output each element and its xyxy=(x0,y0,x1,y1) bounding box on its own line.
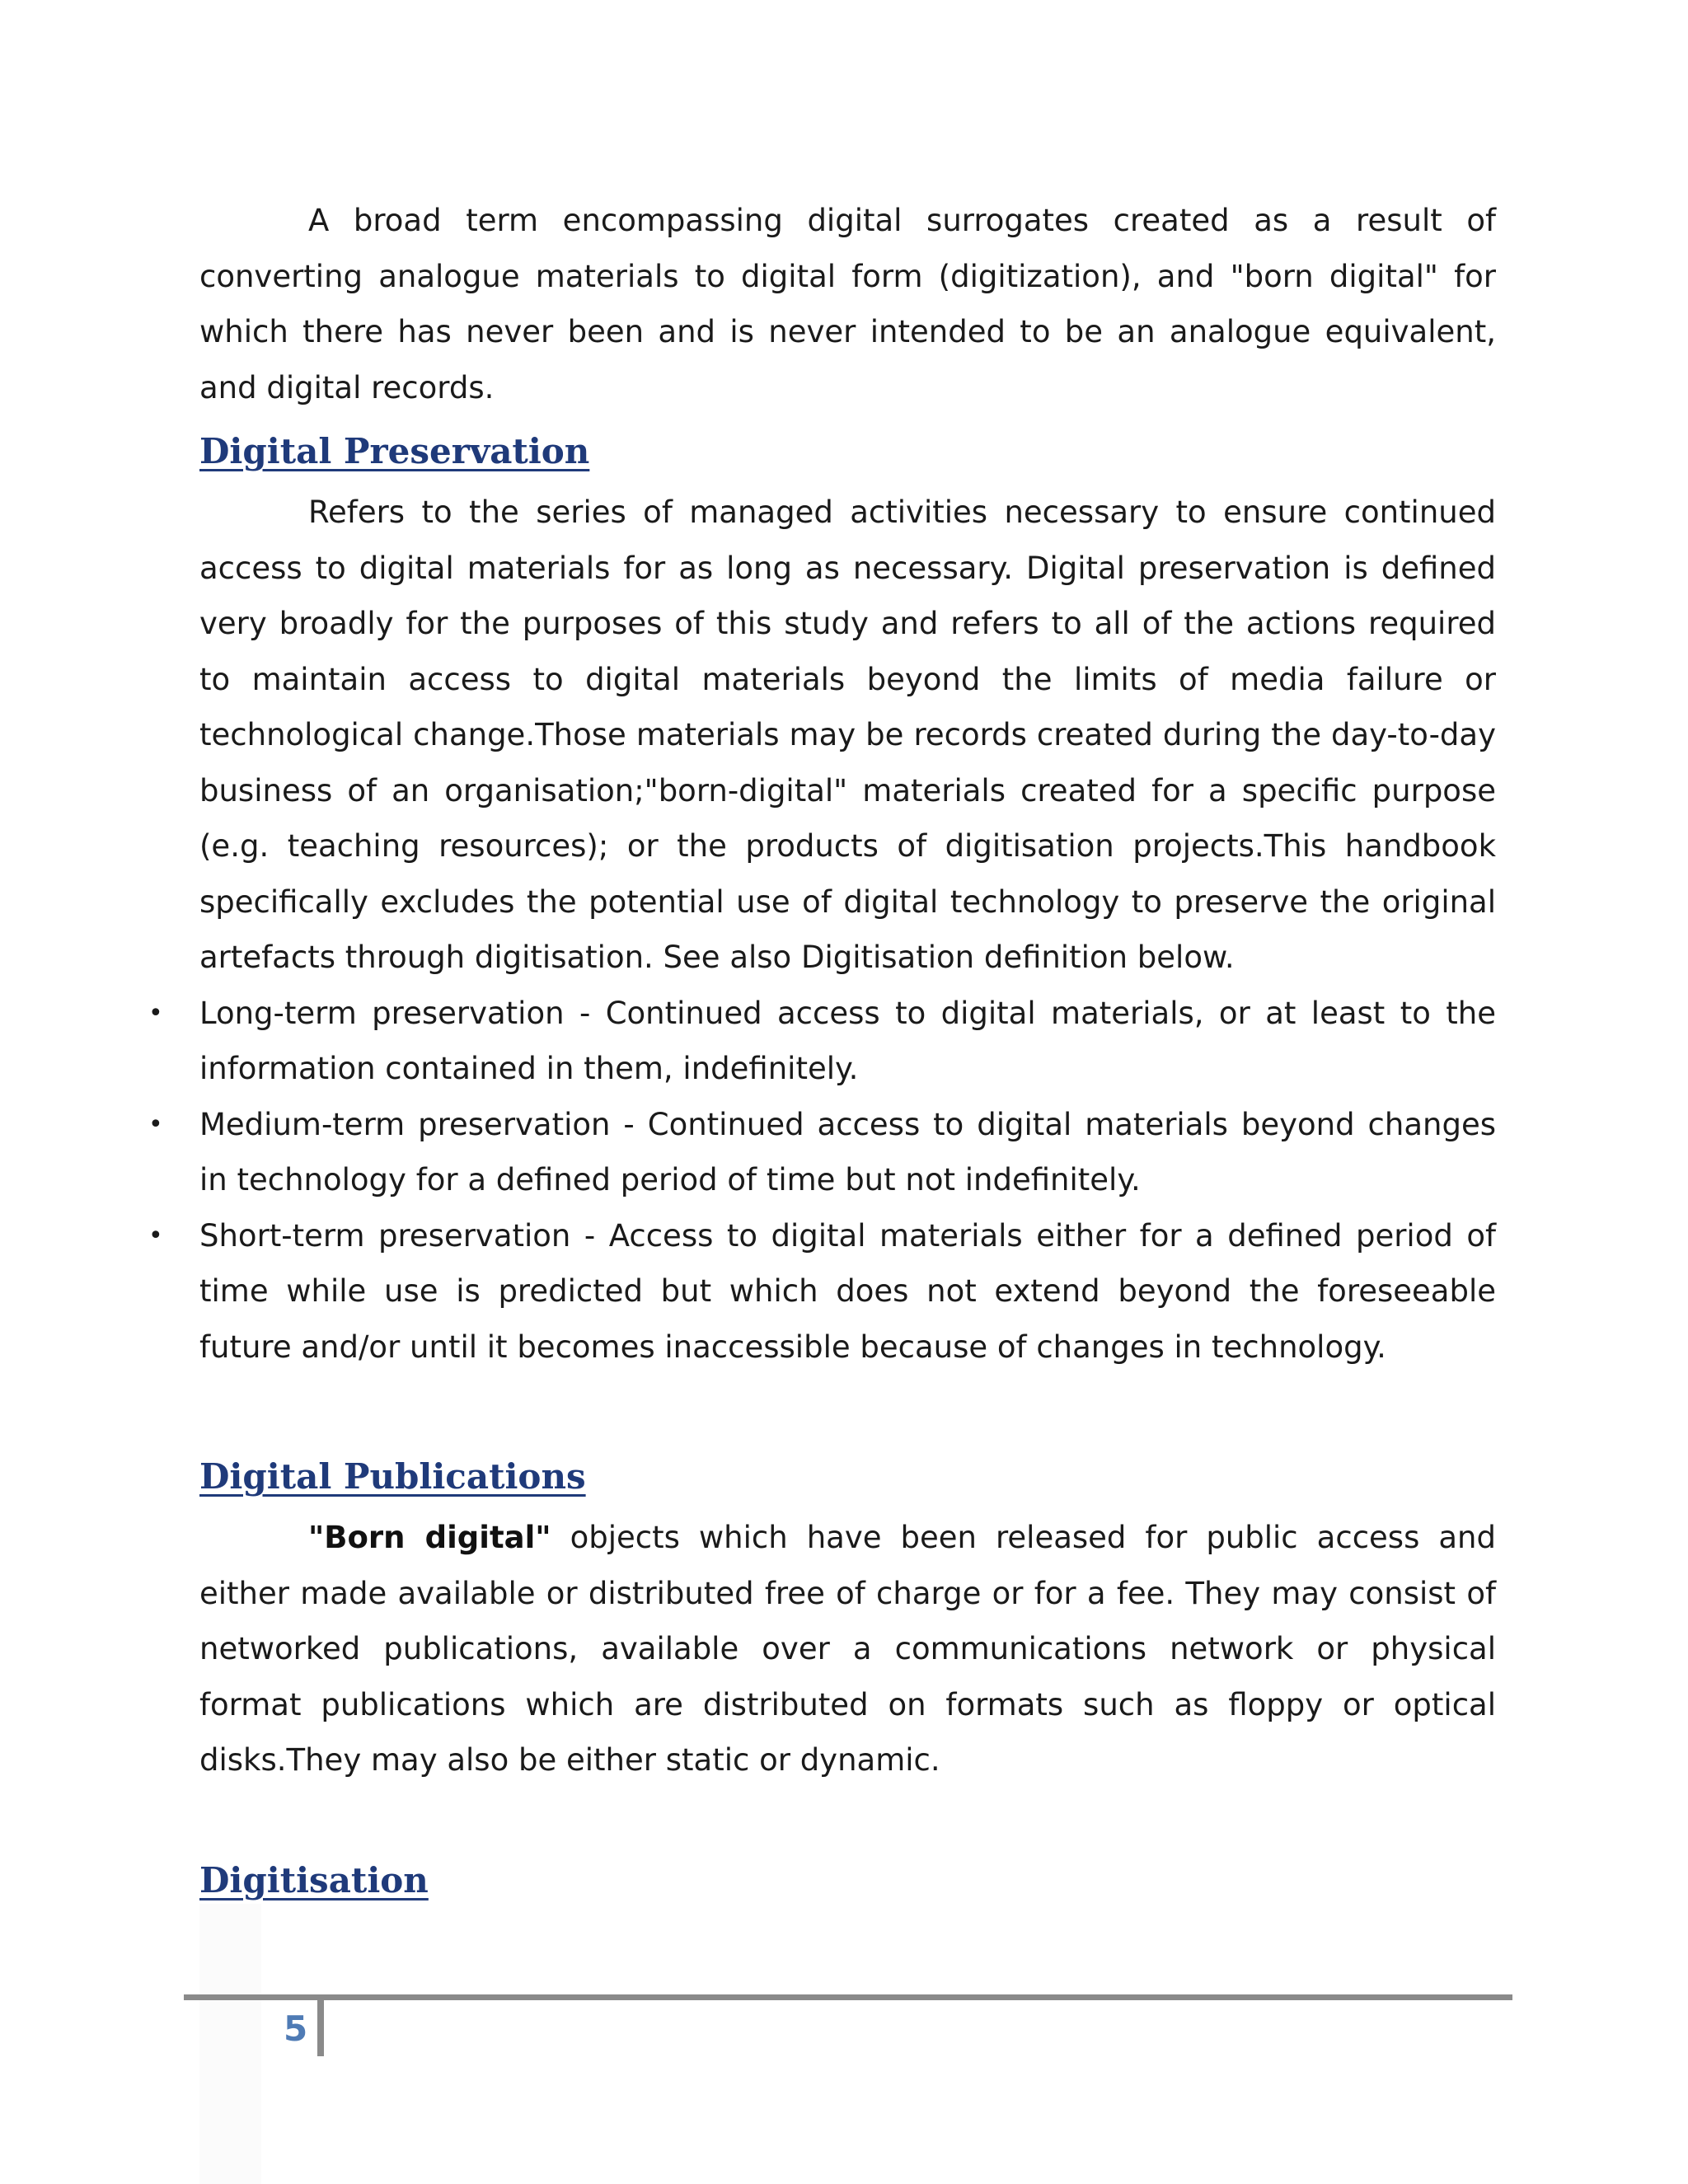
heading-wrap-digitisation xyxy=(199,1851,1496,1910)
bullet-icon: • xyxy=(148,1109,163,1139)
faint-background-block xyxy=(199,1904,261,2184)
list-item xyxy=(148,986,1496,1097)
list-item-text: Short-term preservation - Access to digital materials either for a defined period of time while use is predicted but which does not extend beyond the foreseeable future and/or until it becomes inaccessible because of changes in technology. xyxy=(199,1217,1496,1365)
list-item xyxy=(148,1097,1496,1208)
bullet-icon: • xyxy=(148,998,163,1028)
heading-digitisation: Digitisation xyxy=(199,1859,429,1900)
preservation-term-list xyxy=(148,986,1496,1376)
spacer xyxy=(199,1788,1496,1844)
footer-rule xyxy=(184,1994,1512,2000)
spacer xyxy=(199,1375,1496,1441)
list-item-text: Long-term preservation - Continued access to digital materials, or at least to the information contained in them, indefinitely. xyxy=(199,995,1496,1086)
heading-digital-preservation: Digital Preservation xyxy=(199,431,590,471)
heading-wrap-digital-preservation xyxy=(199,422,1496,481)
page-content xyxy=(148,193,1496,1914)
footer-vertical-bar xyxy=(317,2000,324,2056)
digital-preservation-paragraph: Refers to the series of managed activities necessary to ensure continued access to digital materials for as long as necessary. Digital preservation is defined very broadly for the purposes of this study and refers to all of the actions required to maintain access to digital materials beyond the limits of media failure or technological change.Those materials may be records created during the day-to-day business of an organisation;"born-digital" materials created for a specific purpose (e.g. teaching resources); or the products of digitisation projects.This handbook specifically excludes the potential use of digital technology to preserve the original artefacts through digitisation. See also Digitisation definition below. xyxy=(199,494,1496,975)
bullet-icon: • xyxy=(148,1221,163,1250)
digital-publications-text: objects which have been released for public access and either made available or distributed free of charge or for a fee. They may consist of networked publications, available over a communications network or physical format publications which are distributed on formats such as floppy or optical disks.They may also be either static or dynamic. xyxy=(199,1520,1496,1778)
heading-digital-publications: Digital Publications xyxy=(199,1456,586,1497)
digital-publications-paragraph xyxy=(199,1510,1496,1788)
page-number: 5 xyxy=(284,2008,308,2049)
born-digital-bold-lead: "Born digital" xyxy=(308,1520,551,1555)
heading-wrap-digital-publications xyxy=(199,1447,1496,1507)
intro-paragraph: A broad term encompassing digital surrogates created as a result of converting analogue materials to digital form (digitization), and "born digital" for which there has never been and is never intended to be an analogue equivalent, and digital records. xyxy=(199,203,1496,405)
list-item xyxy=(148,1208,1496,1376)
list-item-text: Medium-term preservation - Continued access to digital materials beyond changes in technology for a defined period of time but not indefinitely. xyxy=(199,1106,1496,1197)
